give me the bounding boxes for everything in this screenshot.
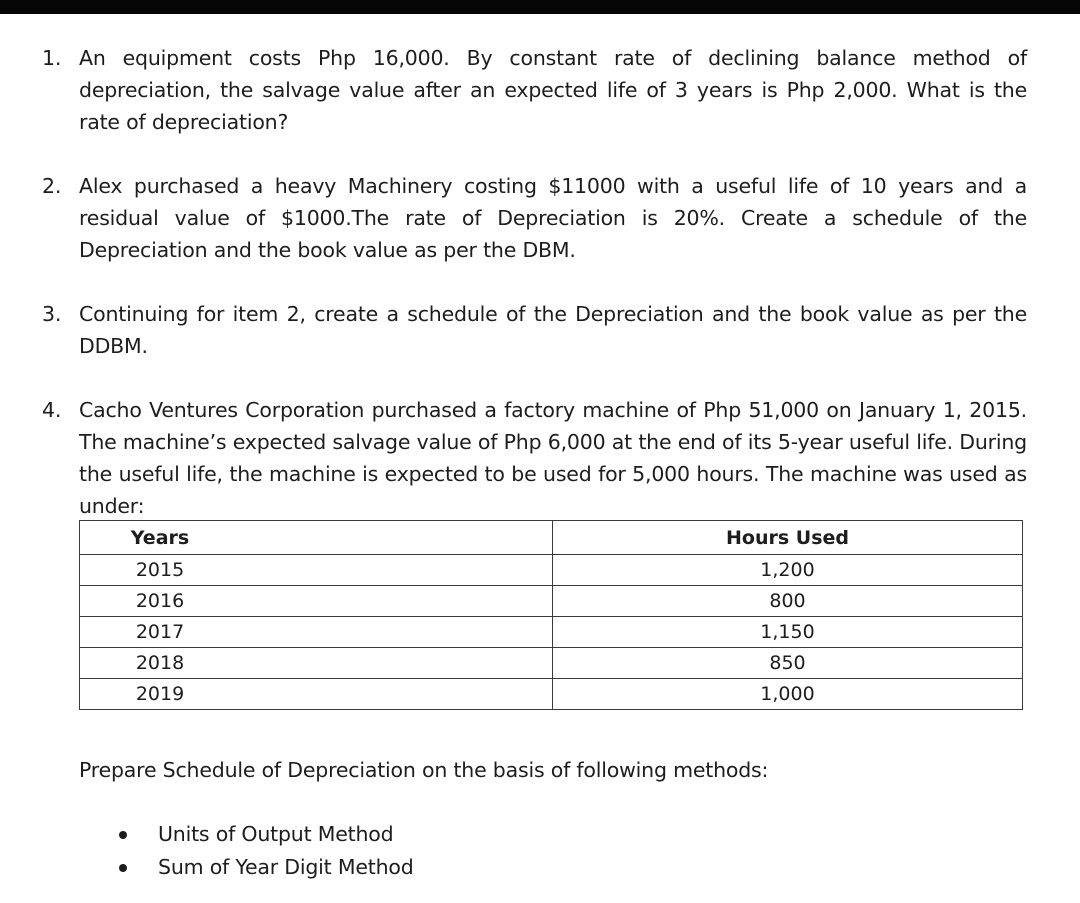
question-2	[42, 170, 1027, 266]
year-cell: 2019	[80, 679, 553, 710]
table-header-row	[80, 521, 1023, 555]
question-1	[42, 42, 1027, 138]
question-number: 2.	[42, 174, 62, 198]
table-row	[80, 586, 1023, 617]
hours-cell: 800	[553, 586, 1023, 617]
question-text: Alex purchased a heavy Machinery costing $11000 with a useful life of 10 years and a residual value of $1000.The rate of Depreciation is 20%. Create a schedule of the Depreciation and the book value as per the DBM.	[79, 174, 1027, 262]
question-text: An equipment costs Php 16,000. By constant rate of declining balance method of depreciation, the salvage value after an expected life of 3 years is Php 2,000. What is the rate of depreciation?	[79, 46, 1027, 134]
hours-cell: 1,150	[553, 617, 1023, 648]
question-number: 1.	[42, 46, 62, 70]
hours-used-table	[79, 520, 1023, 710]
method-label: Units of Output Method	[158, 822, 394, 846]
bullet-icon	[119, 831, 127, 839]
question-4	[42, 394, 1027, 522]
list-item	[79, 851, 414, 884]
methods-list	[79, 818, 414, 884]
question-text: Cacho Ventures Corporation purchased a factory machine of Php 51,000 on January 1, 2015. The machine’s expected salvage value of Php 6,000 at the end of its 5-year useful life. During the useful life, the machine is expected to be used for 5,000 hours. The machine was used as under:	[79, 398, 1027, 518]
year-cell: 2018	[80, 648, 553, 679]
question-number: 4.	[42, 398, 62, 422]
list-item	[79, 818, 414, 851]
table-row	[80, 617, 1023, 648]
method-label: Sum of Year Digit Method	[158, 855, 414, 879]
year-cell: 2016	[80, 586, 553, 617]
hours-column-header: Hours Used	[553, 521, 1023, 555]
question-text: Continuing for item 2, create a schedule of the Depreciation and the book value as per the DDBM.	[79, 302, 1027, 358]
year-cell: 2017	[80, 617, 553, 648]
hours-cell: 1,200	[553, 555, 1023, 586]
hours-cell: 850	[553, 648, 1023, 679]
years-column-header: Years	[80, 521, 553, 555]
bullet-icon	[119, 864, 127, 872]
table-row	[80, 555, 1023, 586]
hours-cell: 1,000	[553, 679, 1023, 710]
question-number: 3.	[42, 302, 62, 326]
table-row	[80, 648, 1023, 679]
question-3	[42, 298, 1027, 362]
year-cell: 2015	[80, 555, 553, 586]
instruction-text: Prepare Schedule of Depreciation on the basis of following methods:	[79, 758, 769, 782]
table-row	[80, 679, 1023, 710]
